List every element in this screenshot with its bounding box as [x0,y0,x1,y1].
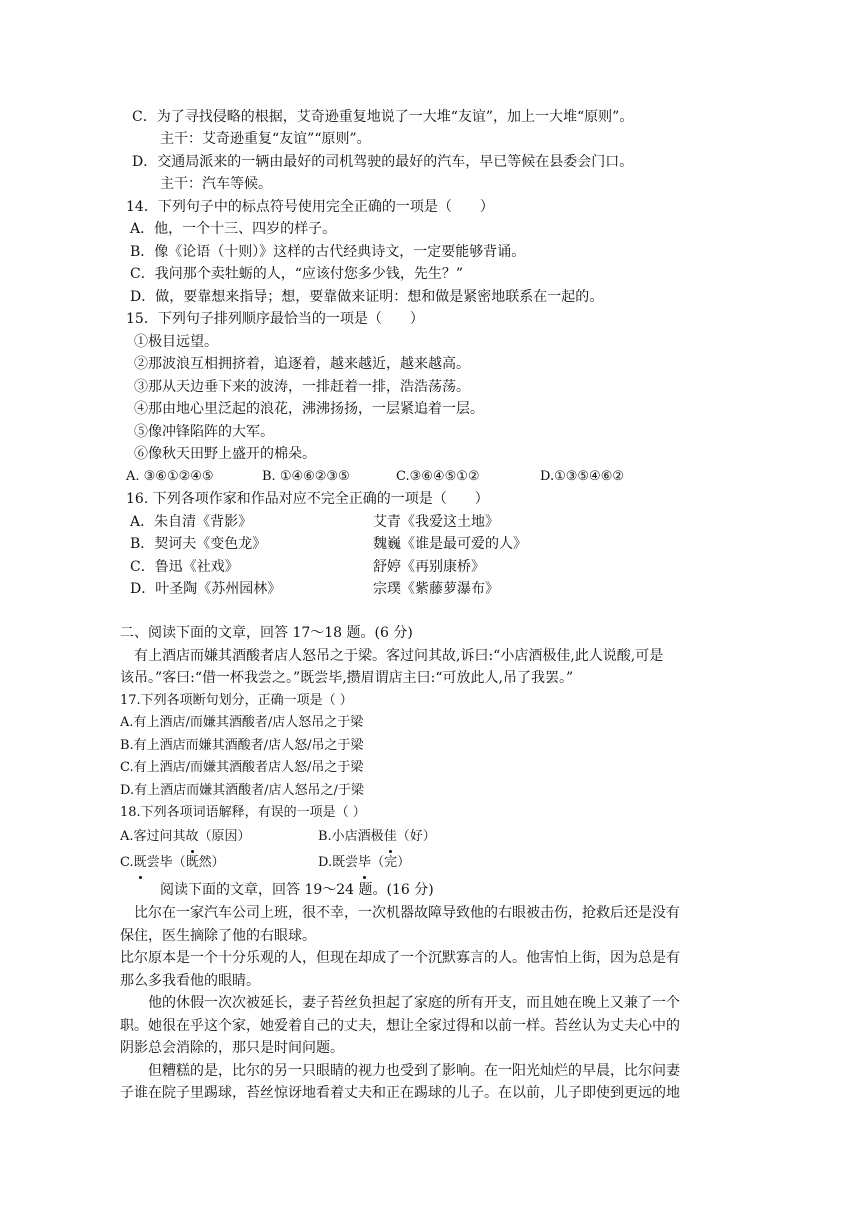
section3-line: 比尔原本是一个十分乐观的人，但现在却成了一个沉默寡言的人。他害怕上街，因为总是有 [120,950,680,966]
q14-option-b: B．像《论语（十则）》这样的古代经典诗文，一定要能够背诵。 [130,244,526,260]
q15-option-d: D.①③⑤④⑥② [540,469,625,484]
q18-option-b-pre: B.小店酒极 [318,829,384,844]
q18-option-d-pre: D.既尝 [318,855,359,870]
q13-option-c: C．为了寻找侵略的根据，艾奇逊重复地说了一大堆“友谊”，加上一大堆“原则”。 [132,109,634,125]
q17-option-b: B.有上酒店而嫌其酒酸者/店人怒/吊之于梁 [120,738,364,753]
q18-option-c-pre: C. [120,855,134,870]
q18-option-d [318,852,410,874]
q18-option-a-post: （原因） [198,829,251,844]
q17-stem: 17.下列各项断句划分，正确一项是（ ） [120,693,353,708]
q15-item: ③那从天边垂下来的波涛，一排赶着一排，浩浩荡荡。 [134,379,470,395]
q16-option-c-right: 舒婷《再别康桥》 [373,559,485,575]
emphasis-dot-char: 故 [186,826,199,848]
q16-option-a-left: A．朱自清《背影》 [130,514,253,530]
section3-line: 但糟糕的是，比尔的另一只眼睛的视力也受到了影响。在一阳光灿烂的早晨，比尔问妻 [148,1063,680,1079]
q15-option-a: A. ③⑥①②④⑤ [126,469,214,484]
q16-option-a-right: 艾青《我爱这土地》 [373,514,499,530]
q18-option-a [120,826,251,848]
q14-stem: 14．下列句子中的标点符号使用完全正确的一项是（ ） [126,199,494,215]
q16-option-b-left: B．契诃夫《变色龙》 [130,536,267,552]
q16-option-b-right: 魏巍《谁是最可爱的人》 [373,536,527,552]
q18-option-c-post: 尝毕（既然） [146,855,225,870]
q15-option-c: C.③⑥④⑤①② [396,469,480,484]
section2-passage-line: 有上酒店而嫌其酒酸者店人怒吊之于梁。客过问其故,诉曰:“小店酒极佳,此人说酸,可是 [134,648,664,664]
q16-stem: 16. 下列各项作家和作品对应不完全正确的一项是（ ） [126,491,489,507]
q14-option-d: D．做，要靠想来指导；想，要靠做来证明：想和做是紧密地联系在一起的。 [130,289,604,305]
q15-item: ①极目远望。 [134,334,218,350]
q15-item: ④那由地心里泛起的浪花，沸沸扬扬，一层紧追着一层。 [134,401,484,417]
q15-option-b: B. ①④⑥②③⑤ [262,469,350,484]
section3-heading: 阅读下面的文章，回答 19～24 题。(16 分) [160,882,434,898]
q16-option-d-right: 宗璞《紫藤萝瀑布》 [373,581,499,597]
q18-option-a-pre: A.客过问其 [120,829,186,844]
q13-option-d: D．交通局派来的一辆由最好的司机驾驶的最好的汽车，早已等候在县委会门口。 [132,154,634,170]
q17-option-d: D.有上酒店而嫌其酒酸者/店人怒吊之/于梁 [120,783,364,798]
section3-line: 阴影总会消除的，那只是时间问题。 [120,1040,344,1056]
q18-option-d-post: （完） [371,855,411,870]
q15-item: ⑤像冲锋陷阵的大军。 [134,424,274,440]
q18-option-c [120,852,225,874]
q15-item: ②那波浪互相拥挤着，追逐着，越来越近，越来越高。 [134,356,470,372]
q14-option-c: C．我问那个卖牡蛎的人，“应该付您多少钱，先生？” [130,266,464,282]
q18-stem: 18.下列各项词语解释，有误的一项是（ ） [120,805,366,820]
emphasis-dot-char: 既 [134,852,147,874]
q16-option-d-left: D．叶圣陶《苏州园林》 [130,581,282,597]
q17-option-c: C.有上酒店/而嫌其酒酸者店人怒/吊之于梁 [120,760,364,775]
q13-option-d-trunk: 主干：汽车等候。 [160,176,272,192]
section3-line: 子谁在院子里踢球，苔丝惊讶地看着丈夫和正在踢球的儿子。在以前，儿子即使到更远的地 [120,1085,680,1101]
section3-line: 他的休假一次次被延长，妻子苔丝负担起了家庭的所有开支，而且她在晚上又兼了一个 [148,995,680,1011]
q18-option-b-post: （好） [396,829,436,844]
q15-stem: 15．下列句子排列顺序最恰当的一项是（ ） [126,311,424,327]
section2-heading: 二、阅读下面的文章，回答 17～18 题。(6 分) [120,625,413,641]
section3-line: 保住，医生摘除了他的右眼球。 [120,928,316,944]
q18-option-b [318,826,436,848]
section3-line: 职。她很在乎这个家，她爱着自己的丈夫，想让全家过得和以前一样。苔丝认为丈夫心中的 [120,1018,680,1034]
section3-line: 那么多我看他的眼睛。 [120,973,260,989]
q17-option-a: A.有上酒店/而嫌其酒酸者/店人怒吊之于梁 [120,715,364,730]
emphasis-dot-char: 毕 [358,852,371,874]
emphasis-dot-char: 佳 [384,826,397,848]
q13-option-c-trunk: 主干：艾奇逊重复“友谊”“原则”。 [160,131,371,147]
q16-option-c-left: C．鲁迅《社戏》 [130,559,239,575]
section3-line: 比尔在一家汽车公司上班，很不幸，一次机器故障导致他的右眼被击伤，抢救后还是没有 [134,905,680,921]
section2-passage-line: 该吊。”客曰:“借一杯我尝之。”既尝毕,攒眉谓店主曰:“可放此人,吊了我罢。” [120,670,574,686]
q15-item: ⑥像秋天田野上盛开的棉朵。 [134,446,316,462]
q14-option-a: A．他，一个十三、四岁的样子。 [130,221,337,237]
